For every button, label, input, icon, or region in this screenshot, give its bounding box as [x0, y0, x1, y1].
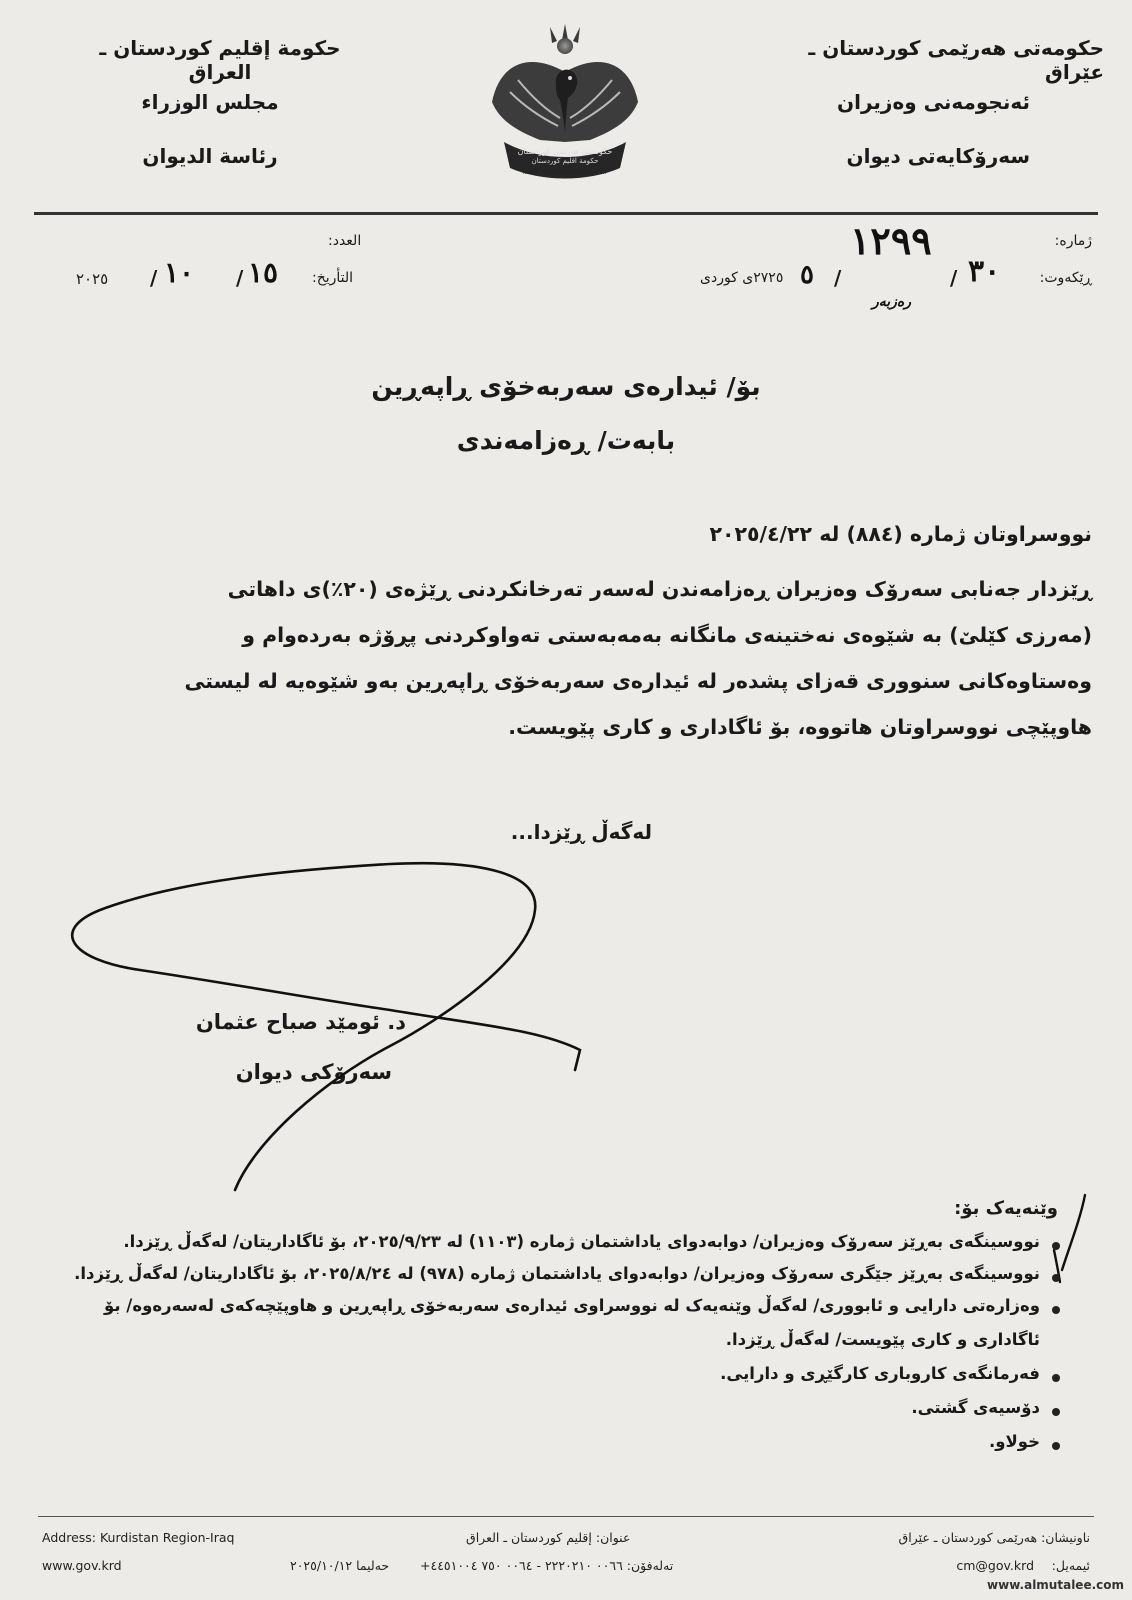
- body-line-3: وەستاوەکانی سنووری قەزای پشدەر لە ئیدارەی سەربەخۆی ڕاپەڕین بەو شێوەیە لە لیستی: [184, 669, 1092, 693]
- header-divider: [34, 212, 1098, 215]
- date-label-ar: التأريخ:: [312, 270, 354, 286]
- header-arabic-line-1: حكومة إقليم كوردستان ـ العراق: [99, 36, 341, 84]
- date-separator: /: [150, 266, 158, 290]
- reference-line: نووسراوتان ژمارە (٨٨٤) لە ٢٠٢٥/٤/٢٢: [709, 522, 1092, 546]
- handwritten-mark: [1040, 1190, 1100, 1290]
- date-label-ku: ڕێکەوت:: [1039, 270, 1092, 286]
- body-paragraph: [52, 566, 1092, 750]
- header-kurdish-line-1: حکومەتی هەرێمی کوردستان ـ عێراق: [808, 36, 1104, 84]
- footer-divider: [38, 1516, 1094, 1517]
- kurdish-date-month: ٥: [800, 260, 814, 290]
- bullet: [1052, 1306, 1060, 1314]
- cc-item-5: دۆسیەی گشتی.: [911, 1398, 1040, 1417]
- watermark-link[interactable]: www.almutalee.com: [987, 1578, 1124, 1592]
- date-separator: /: [834, 266, 842, 290]
- kurdish-month-name-handwritten: رەزبەر: [872, 294, 912, 310]
- emblem-text-ar: حكومة اقليم كوردستان: [531, 157, 599, 165]
- footer-email: cm@gov.krd: [956, 1558, 1034, 1573]
- bullet: [1052, 1242, 1060, 1250]
- cc-item-2: نووسینگەی بەڕێز جێگری سەرۆک وەزیران/ دوابەدوای یاداشتمان ژمارە (٩٧٨) لە ٢٠٢٥/٨/٢٤، بۆ ئاگاداریتان/ لەگەڵ ڕێزدا.: [74, 1264, 1040, 1283]
- footer-address-en: Address: Kurdistan Region-Iraq: [42, 1530, 235, 1545]
- recipient-line: بۆ/ ئیدارەی سەربەخۆی ڕاپەڕین: [371, 372, 761, 401]
- closing-line: لەگەڵ ڕێزدا...: [510, 820, 652, 844]
- header-arabic-line-3: رئاسة الديوان: [142, 144, 278, 168]
- cc-item-4: فەرمانگەی کاروباری کارگێڕی و دارایی.: [720, 1364, 1040, 1383]
- signatory-title: سەرۆکی دیوان: [235, 1060, 392, 1084]
- date-separator: /: [950, 266, 958, 290]
- bullet: [1052, 1442, 1060, 1450]
- footer-address-ar: عنوان: إقليم كوردستان ـ العراق: [466, 1530, 631, 1545]
- emblem-text-en: KURDISTAN REGIONAL GOVERNMENT: [522, 171, 608, 176]
- number-label-ku: ژمارە:: [1054, 233, 1092, 249]
- date-separator: /: [236, 266, 244, 290]
- cc-item-3-continued: ئاگاداری و کاری پێویست/ لەگەڵ ڕێزدا.: [725, 1330, 1040, 1349]
- footer-email-label: ئیمەیل:: [1051, 1558, 1090, 1573]
- gregorian-date-day: ١٥: [248, 256, 279, 289]
- cc-item-1: نووسینگەی بەڕێز سەرۆک وەزیران/ دوابەدوای یاداشتمان ژمارە (١١٠٣) لە ٢٠٢٥/٩/٢٣، بۆ ئاگاداریتان/ لەگەڵ ڕێزدا.: [123, 1232, 1040, 1251]
- cc-item-6: خولاو.: [988, 1432, 1040, 1451]
- footer-website: www.gov.krd: [42, 1558, 122, 1573]
- cc-heading: وێنەیەک بۆ:: [954, 1198, 1058, 1219]
- number-label-ar: العدد:: [328, 233, 362, 249]
- body-line-1: ڕێزدار جەنابی سەرۆک وەزیران ڕەزامەندن لەسەر تەرخانکردنی ڕێژەی (٢٠٪)ی داهاتی: [227, 577, 1092, 601]
- gregorian-date-year: ٢٠٢٥: [76, 270, 109, 288]
- header-kurdish-line-2: ئەنجومەنی وەزیران: [837, 90, 1030, 114]
- cc-item-3: وەزارەتی دارایی و ئابووری/ لەگەڵ وێنەیەک لە نووسراوی ئیدارەی سەربەخۆی ڕاپەڕین و هاوپێچەکەی لەسەرەوە/ بۆ: [104, 1296, 1040, 1315]
- document-number-handwritten: ١٢٩٩: [850, 218, 932, 263]
- kurdistan-government-emblem-icon: [470, 22, 660, 182]
- bullet: [1052, 1374, 1060, 1382]
- kurdish-date-day: ٣٠: [968, 254, 1001, 289]
- footer-phone: تەلەفۆن: ٠٠٦٦ ٢٢٢٠٢١٠ - ٠٠٦٤ ٧٥٠ ٤٤٥١٠٠٤+: [420, 1558, 674, 1573]
- footer-date-ref: حەلیما ٢٠٢٥/١٠/١٢: [290, 1558, 390, 1573]
- bullet: [1052, 1408, 1060, 1416]
- body-line-4: هاوپێچی نووسراوتان هاتووە، بۆ ئاگاداری و کاری پێویست.: [508, 715, 1092, 739]
- emblem-text-ku: حكومەتی هەرێمی كوردستان: [517, 147, 613, 156]
- handwritten-signature: [60, 850, 620, 1200]
- header-kurdish-line-3: سەرۆکایەتی دیوان: [846, 144, 1030, 168]
- kurdish-date-year: ٢٧٢٥ی کوردی: [700, 270, 784, 286]
- footer-address-ku: ناونیشان: هەرێمی کوردستان ـ عێراق: [898, 1530, 1090, 1545]
- subject-line: بابەت/ ڕەزامەندی: [456, 426, 676, 455]
- bullet: [1052, 1274, 1060, 1282]
- gregorian-date-month: ١٠: [164, 256, 195, 289]
- header-arabic-line-2: مجلس الوزراء: [141, 90, 279, 114]
- signatory-name: د. ئومێد صباح عثمان: [195, 1010, 406, 1034]
- body-line-2: (مەرزی کێلێ) بە شێوەی نەختینەی مانگانە بەمەبەستی تەواوکردنی پڕۆژە بەردەوام و: [242, 623, 1092, 647]
